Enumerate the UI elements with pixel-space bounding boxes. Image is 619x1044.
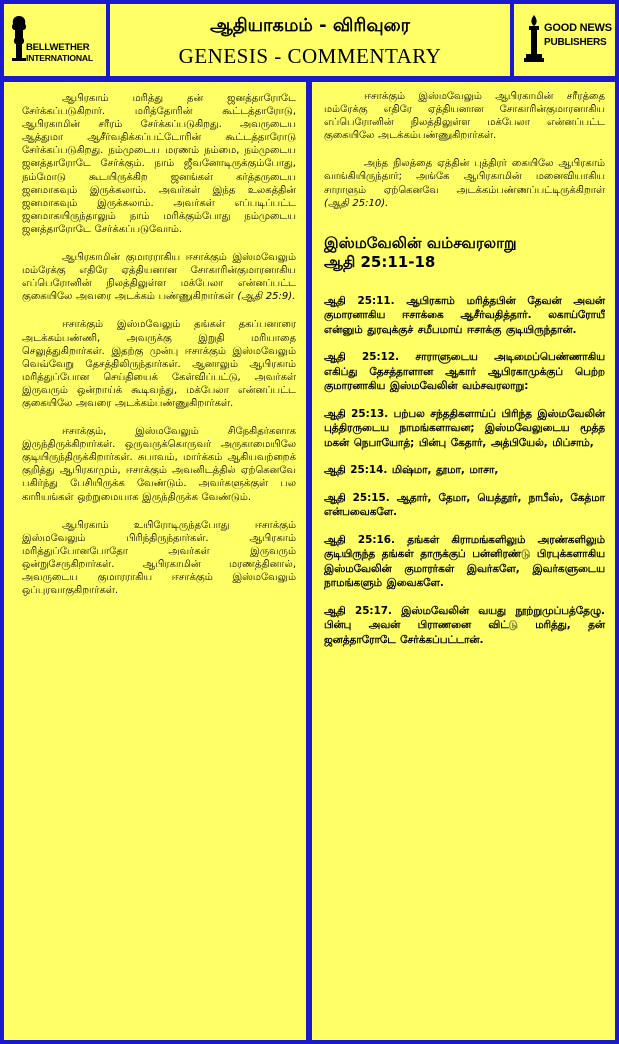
lamp-logo-icon: [524, 14, 544, 64]
scripture-verse: ஆதி 25:13. பற்பல சந்ததிகளாய்ப் பிரிந்த இஸ்மவேலின் புத்திரருடைய நாமங்களாவன; இஸ்மவேலுடைய மூத்த மகன் நெபாயோத்; பின்பு கேதார், அத்பியேல், மிப்சாம்,: [324, 407, 605, 449]
commentary-paragraph: ஆபிரகாம் உயிரோடிருந்தபோது ஈசாக்கும் இஸ்மவேலும் பிரிந்திருந்தார்கள். ஆபிரகாம் மரித்துப்போனபோதோ அவர்கள் இருவரும் ஒன்றுசேருகிறார்கள். ஆபிரகாமின் மரணத்தினால், அவருடைய குமாரராகிய ஈசாக்கும் இஸ்மவேலும் ஒப்புரவாகுகிறார்கள்.: [22, 519, 296, 597]
scripture-verse: ஆதி 25:17. இஸ்மவேலின் வயது நூற்றுமுப்பத்தேழு. பின்பு அவன் பிராணனை விட்டு மரித்து, தன் ஜனத்தாரோடே சேர்க்கப்பட்டான்.: [324, 604, 605, 646]
commentary-paragraph: ஈசாக்கும், இஸ்மவேலும் சிநேகிதர்களாக இருந்திருக்கிறார்கள். ஒருவருக்கொருவர் அருகாமையிலே குடியிருந்திருக்கிறார்கள். சுபாவம், மார்க்கம் ஆகியவற்றைக் குறித்து ஆபிரகாமும், ஈசாக்கும் அவனிடத்தில் ஏற்கெனவே பகிர்ந்து பேசியிருக்க வேண்டும். அவர்களுக்குள் பல காரியங்கள் ஒற்றுமையாக இருந்திருக்க வேண்டும்.: [22, 426, 296, 503]
left-logo-line2: INTERNATIONAL: [26, 53, 93, 63]
commentary-paragraph: ஆபிரகாம் மரித்து தன் ஜனத்தாரோடே சேர்க்கப்படுகிறார். மரித்தோரின் கூட்டத்தாரோடு, ஆபிரகாமின் சரீரம் சேர்க்கப்படுகிறது. அவருடைய ஆத்துமா ஆசீர்வதிக்கப்பட்டோரின் கூட்டத்தாரோடு சேர்க்கப்படுகிறது. நம்முடைய மரணம் நம்மை, நம்முடைய ஜனத்தாரோடே சேர்க்கும். நாம் ஜீவனோடிருக்கும்போது, நம்மோடு கூடயிருக்கிற ஜனங்கள் கர்த்தருடைய ஜனமாகவும் இருக்கலாம். அவர்கள் இந்த உலகத்தின் ஜனமாகவும் இருக்கலாம். அவர்கள் எப்படிப்பட்ட ஜனமாகயிருந்தாலும் நாம் மரிக்கும்போது நம்முடைய ஜனத்தாரோடே சேர்க்கப்படுவோம்.: [22, 93, 296, 235]
scripture-reference: (ஆதி 25:9).: [237, 291, 296, 303]
right-logo-line2: PUBLISHERS: [544, 37, 607, 48]
scripture-verse: ஆதி 25:15. ஆதார், தேமா, யெத்தூர், நாபீஸ், கேத்மா என்பவைகளே.: [324, 491, 605, 519]
section-heading-title: இஸ்மவேலின் வம்சவரலாறு: [324, 233, 517, 252]
page-title-tamil: ஆதியாகமம் - விரிவுரை: [210, 15, 410, 36]
section-heading: [324, 234, 605, 272]
header-right-logo-panel: [514, 4, 615, 76]
right-text-column: [312, 82, 615, 1040]
page-title-english: GENESIS - COMMENTARY: [178, 44, 442, 68]
left-logo-line1: BELLWETHER: [26, 42, 90, 53]
commentary-paragraph: ஈசாக்கும் இஸ்மவேலும் தங்கள் தகப்பனாரை அடக்கம்பண்ணி, அவருக்கு இறுதி மரியாதை செலுத்துகிறார்கள். இதற்கு முன்பு ஈசாக்கும் இஸ்மவேலும் வெவ்வேறு தேசத்திலிருந்தார்கள். ஆனாலும் ஆபிரகாம் மரித்துப்போன செய்தியைக் கேள்விப்பட்டு, அவர்கள் இருவரும் ஒன்றாய்க் கூடிவந்து, மக்பேலா என்னப்பட்ட குகையிலே அவரை அடக்கம்பண்ணுகிறார்கள்.: [22, 319, 296, 409]
section-heading-reference: ஆதி 25:11-18: [324, 252, 436, 271]
commentary-paragraph: ஈசாக்கும் இஸ்மவேலும் ஆபிரகாமின் சரீரத்தை மம்ரேக்கு எதிரே ஏத்தியனான சோகாரின்குமாரனாகிய எப்பெரோனின் நிலத்திலுள்ள மக்பேலா என்னப்பட்ட குகையிலே அடக்கம்பண்ணுகிறார்கள்.: [324, 91, 605, 142]
scripture-verse: ஆதி 25:16. தங்கள் கிராமங்களிலும் அரண்களிலும் குடியிருந்த தங்கள் தாருக்குப் பன்னிரண்டு பிரபுக்களாகிய இஸ்மவேலின் குமாரர்கள் இவர்களே, இவர்களுடைய நாமங்களும் இவைகளே.: [324, 533, 605, 590]
left-text-column: [4, 82, 306, 1040]
scripture-verse: ஆதி 25:12. சாராளுடைய அடிமைப்பெண்ணாகிய எகிப்து தேசத்தாளான ஆகார் ஆபிரகாமுக்குப் பெற்ற குமாரனாகிய இஸ்மவேலின் வம்சவரலாறு:: [324, 351, 605, 393]
header-left-logo-panel: [4, 4, 106, 76]
scripture-reference: (ஆதி 25:10).: [324, 197, 389, 209]
commentary-paragraph: ஆபிரகாமின் குமாரராகிய ஈசாக்கும் இஸ்மவேலும் மம்ரேக்கு எதிரே ஏத்தியனான சோகாரின்குமாரனாகிய எப்பெரோனின் நிலத்திலுள்ள மக்பேலா என்னப்பட்ட குகையிலே அவரை அடக்கம் பண்ணுகிறார்கள் (ஆதி 25:9).: [22, 252, 296, 303]
header-title-panel: [110, 4, 510, 76]
scripture-verse: ஆதி 25:11. ஆபிரகாம் மரித்தபின் தேவன் அவன் குமாரனாகிய ஈசாக்கை ஆசீர்வதித்தார். லகாய்ரோயீ என்னும் துரவுக்குச் சமீபமாய் ஈசாக்கு குடியிருந்தான்.: [324, 294, 605, 336]
right-logo-line1: GOOD NEWS: [544, 22, 612, 34]
scripture-verse: ஆதி 25:14. மிஷ்மா, தூமா, மாசா,: [324, 464, 499, 477]
commentary-paragraph: அந்த நிலத்தை ஏத்தின் புத்திரர் கையிலே ஆபிரகாம் வாங்கியிருந்தார்; அங்கே ஆபிரகாமின் மனைவியாகிய சாராளும் ஏற்கெனவே அடக்கம்பண்ணப்பட்டிருக்கிறாள் (ஆதி 25:10).: [324, 158, 605, 209]
